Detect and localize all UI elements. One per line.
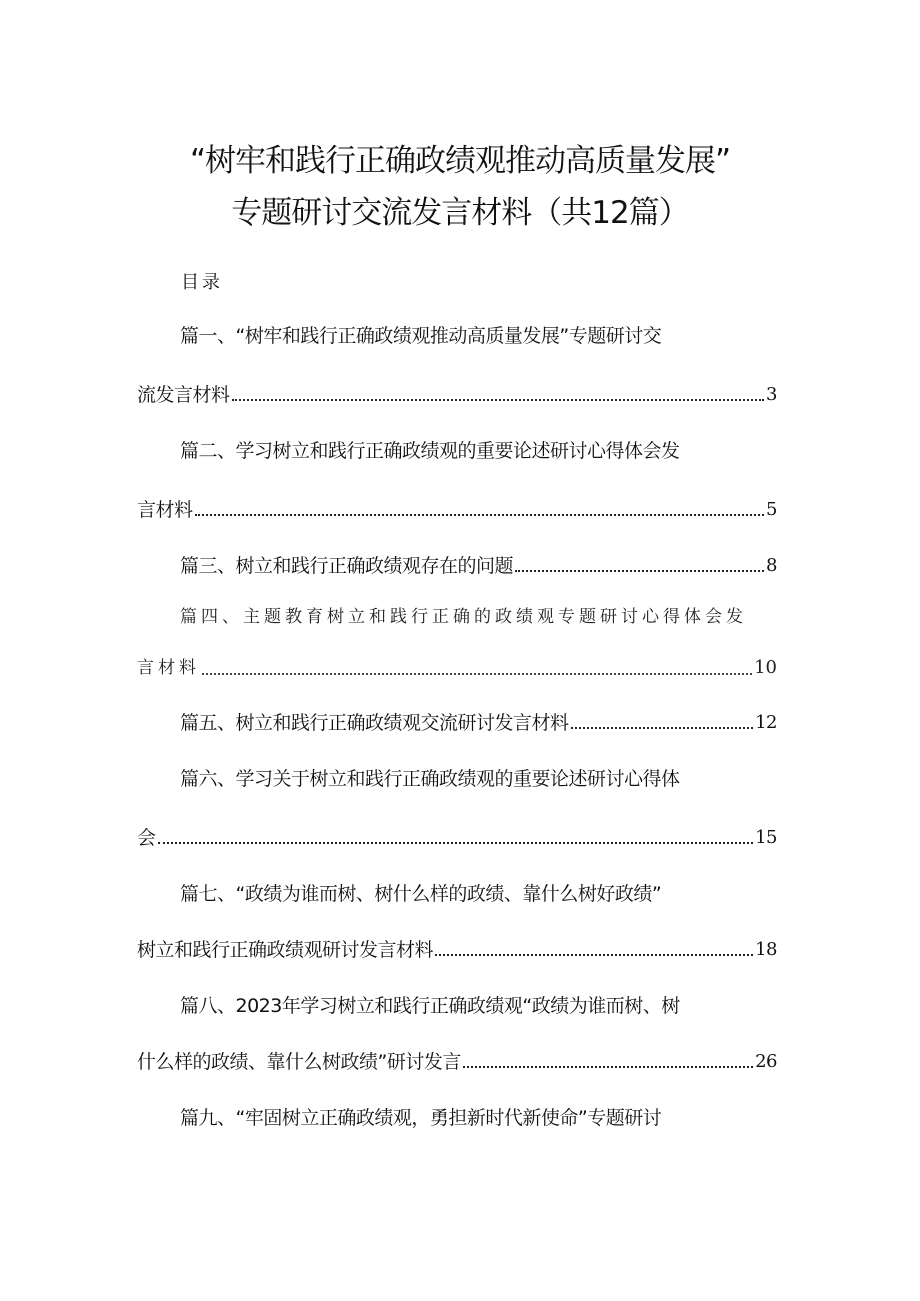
toc-entry-1-text: 流发言材料: [137, 384, 230, 406]
toc-entry-2-page: 5: [766, 499, 777, 520]
toc-entry-5[interactable]: [180, 710, 777, 736]
toc-entry-2-line1[interactable]: 篇二、学习树立和践行正确政绩观的重要论述研讨心得体会发: [180, 440, 680, 462]
toc-entry-7-page: 18: [755, 939, 777, 960]
toc-entry-2-text: 言材料: [137, 499, 193, 521]
toc-heading: 目录: [181, 272, 223, 293]
toc-entry-6-line2[interactable]: [137, 825, 777, 851]
toc-entry-7-line1[interactable]: 篇七、“政绩为谁而树、树什么样的政绩、靠什么树好政绩”: [180, 883, 662, 905]
toc-leader-dots: [202, 673, 752, 675]
toc-leader-dots: [158, 842, 754, 844]
toc-entry-4-page: 10: [754, 657, 777, 678]
toc-entry-6-page: 15: [755, 827, 777, 848]
toc-entry-3-page: 8: [766, 555, 777, 576]
toc-entry-5-page: 12: [755, 712, 777, 733]
toc-entry-9-line1[interactable]: 篇九、“牢固树立正确政绩观，勇担新时代新使命”专题研讨: [180, 1107, 662, 1129]
toc-entry-5-text: 篇五、树立和践行正确政绩观交流研讨发言材料: [180, 712, 569, 734]
toc-leader-dots: [232, 399, 765, 401]
toc-entry-3[interactable]: [180, 553, 777, 579]
toc-entry-4-line1[interactable]: 篇四、主题教育树立和践行正确的政绩观专题研讨心得体会发: [180, 607, 747, 627]
toc-entry-2-line2[interactable]: [137, 497, 777, 523]
toc-entry-3-text: 篇三、树立和践行正确政绩观存在的问题: [180, 555, 514, 577]
toc-entry-7-text: 树立和践行正确政绩观研讨发言材料: [137, 939, 434, 961]
document-title-line2: 专题研讨交流发言材料（共12篇）: [231, 195, 689, 231]
toc-leader-dots: [195, 514, 765, 516]
toc-entry-1-line1[interactable]: 篇一、“树牢和践行正确政绩观推动高质量发展”专题研讨交: [180, 325, 662, 347]
toc-leader-dots: [463, 1066, 753, 1068]
toc-leader-dots: [435, 954, 753, 956]
toc-leader-dots: [571, 727, 754, 729]
toc-entry-6-text: 会: [137, 827, 156, 849]
toc-entry-8-text: 什么样的政绩、靠什么树政绩”研讨发言: [137, 1051, 461, 1073]
toc-entry-6-line1[interactable]: 篇六、学习关于树立和践行正确政绩观的重要论述研讨心得体: [180, 768, 680, 790]
toc-entry-1-line2[interactable]: [137, 382, 777, 408]
toc-entry-8-line2[interactable]: [137, 1049, 777, 1075]
document-title-line1: “树牢和践行正确政绩观推动高质量发展”: [189, 143, 731, 179]
toc-entry-4-text: 言材料: [137, 658, 200, 678]
toc-entry-4-line2[interactable]: [137, 655, 777, 681]
toc-entry-1-page: 3: [766, 384, 777, 405]
toc-entry-8-line1[interactable]: 篇八、2023年学习树立和践行正确政绩观“政绩为谁而树、树: [180, 995, 680, 1017]
toc-leader-dots: [515, 570, 764, 572]
toc-entry-8-page: 26: [755, 1051, 777, 1072]
toc-entry-7-line2[interactable]: [137, 937, 777, 963]
